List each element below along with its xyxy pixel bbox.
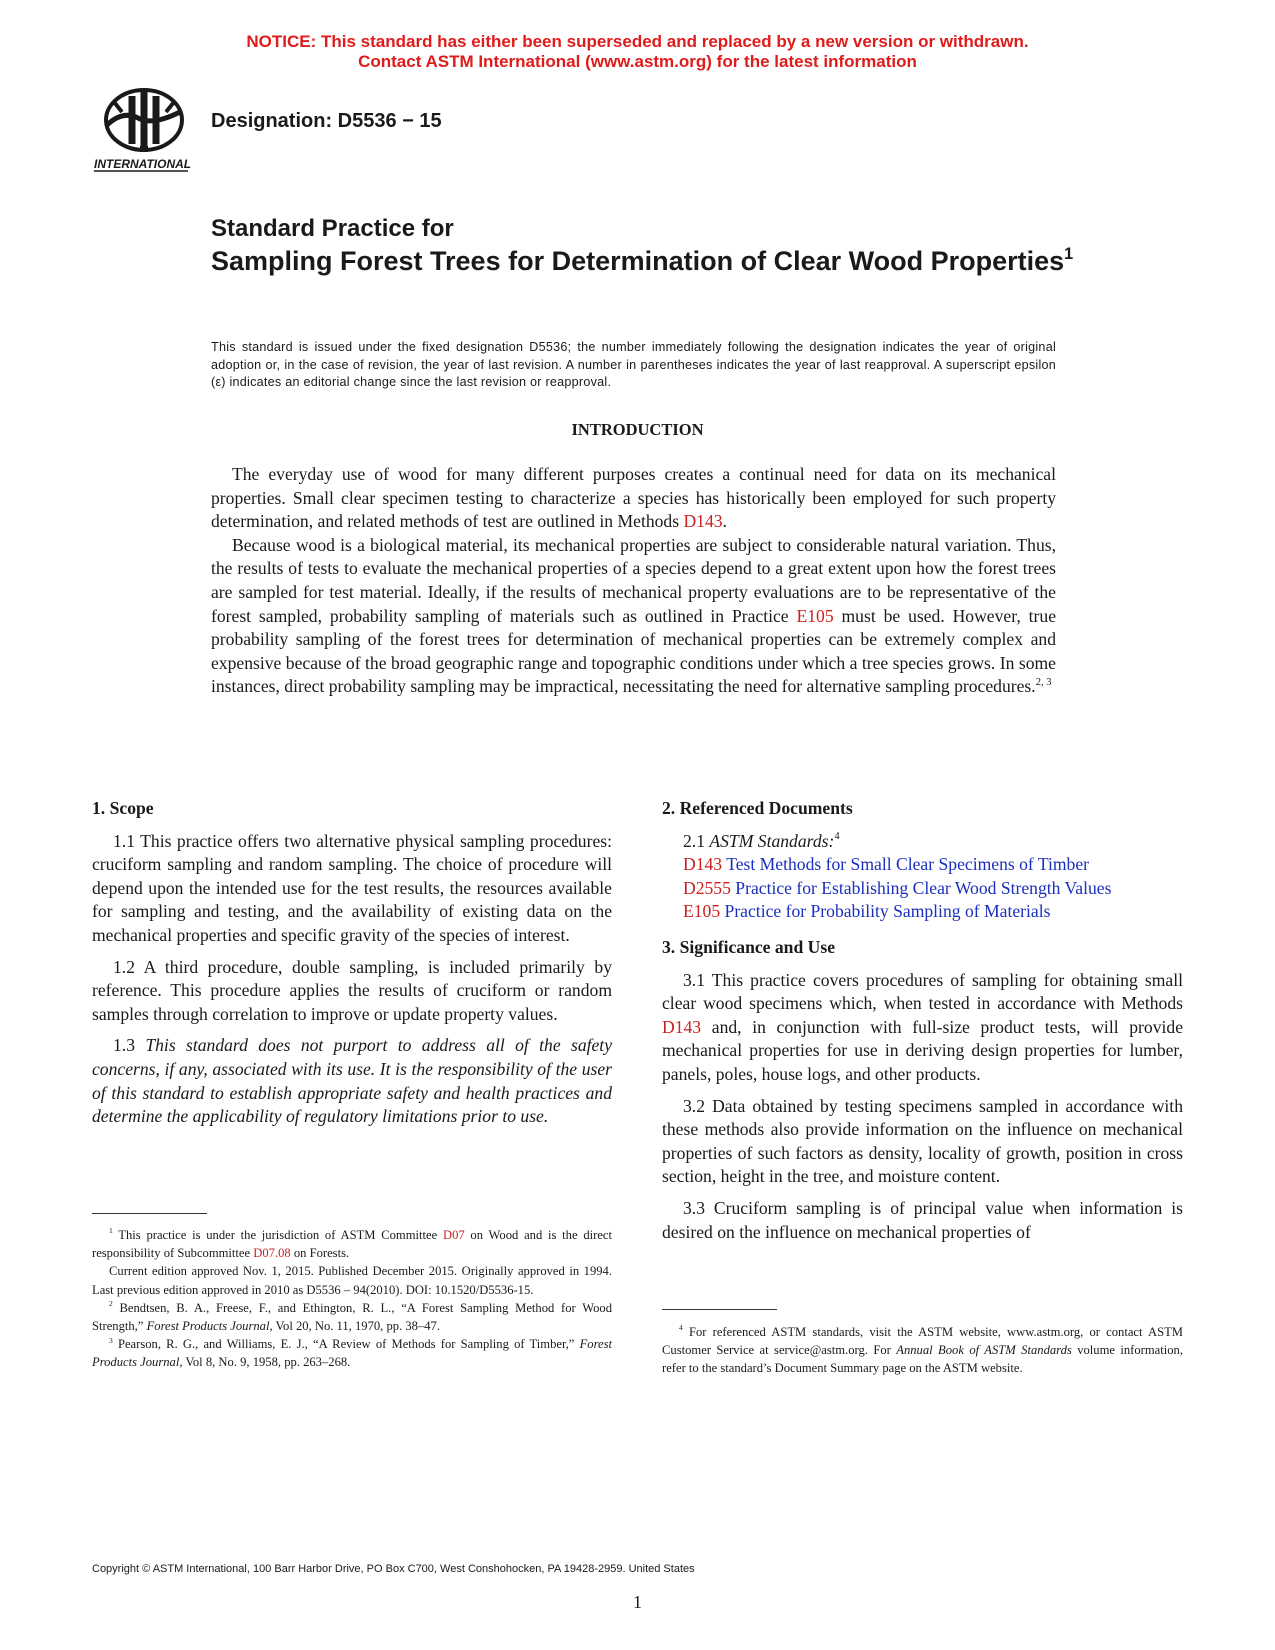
title-line-1: Standard Practice for	[211, 215, 454, 242]
fn2-journal: Forest Products Journal	[146, 1319, 270, 1334]
fn1-text-c: on Forests.	[290, 1246, 350, 1261]
ref-item-d143[interactable]	[683, 853, 1183, 877]
fn3-text-b: , Vol 8, No. 9, 1958, pp. 263–268.	[179, 1355, 351, 1370]
intro-paragraph-2	[211, 534, 1056, 699]
introduction-heading: INTRODUCTION	[571, 420, 704, 439]
referenced-documents-heading: 2. Referenced Documents	[662, 798, 853, 818]
title-footnote-mark: 1	[1064, 245, 1074, 264]
fn1-text-b: on Wood and is the direct responsibility of Subcommittee	[92, 1228, 612, 1261]
fn3-mark: 3	[109, 1335, 113, 1345]
fn4-mark: 4	[679, 1323, 683, 1333]
footnote-1-continued: Current edition approved Nov. 1, 2015. Published December 2015. Originally approved in 1994. Last previous edition approved in 2010 as D5536 – 94(2010). DOI: 10.1520/D5536-15.	[92, 1264, 612, 1297]
intro-p1-end: .	[722, 511, 727, 532]
footnote-2	[92, 1299, 612, 1335]
scope-1-2: 1.2 A third procedure, double sampling, is included primarily by reference. This procedure applies the results of cruciform or random samples through correlation to improve or update property values.	[92, 956, 612, 1024]
fn2-text-b: , Vol 20, No. 11, 1970, pp. 38–47.	[269, 1319, 440, 1334]
ref-code-d143[interactable]: D143	[683, 854, 723, 875]
intro-p2-text-a: Because wood is a biological material, its mechanical properties are subject to considerable natural variation. Thus, the results of tests to evaluate the mechanical properties of a species depend to a great extent upon how the forest trees are sampled for test material. Ideally, if the results of mechanical property evaluations are to be representative of the forest sampled, probability sampling of materials such as outlined in Practice	[211, 534, 1056, 626]
link-d143[interactable]: D143	[683, 511, 723, 532]
introduction-body	[211, 463, 1056, 699]
withdrawal-notice	[0, 32, 1275, 72]
ref-code-e105[interactable]: E105	[683, 901, 721, 922]
fn3-journal: Forest Products Journal	[92, 1337, 612, 1370]
page-number: 1	[633, 1592, 642, 1612]
standards-label: ASTM Standards:	[709, 830, 835, 851]
sig-3-1-text-a: 3.1 This practice covers procedures of sampling for obtaining small clear wood specimens which, when tested in accordance with Methods	[662, 969, 1183, 1014]
scope-1-3	[92, 1034, 612, 1128]
document-title	[211, 213, 1111, 278]
copyright-line: Copyright © ASTM International, 100 Barr Harbor Drive, PO Box C700, West Conshohocken, PA 19428-2959. United States	[92, 1563, 695, 1575]
left-column	[92, 797, 612, 1137]
ref-title-d2555[interactable]: Practice for Establishing Clear Wood Strength Values	[730, 877, 1112, 898]
footnote-divider-right	[662, 1309, 777, 1310]
footnotes-right	[662, 1323, 1183, 1378]
footnote-4	[662, 1323, 1183, 1378]
fn4-text-a: For referenced ASTM standards, visit the ASTM website, www.astm.org, or contact ASTM Customer Service at service@astm.org. For	[662, 1325, 1183, 1358]
title-line-2	[211, 245, 1111, 278]
intro-paragraph-1	[211, 463, 1056, 534]
ref-code-d2555[interactable]: D2555	[683, 877, 731, 898]
astm-logo	[92, 82, 196, 174]
footnotes-left	[92, 1226, 612, 1372]
footnote-3	[92, 1335, 612, 1371]
scope-1-1: 1.1 This practice offers two alternative physical sampling procedures: cruciform sampling and random sampling. The choice of procedure will depend upon the intended use for the test results, the resources available for sampling and testing, and the availability of existing data on the mechanical properties and specific gravity of the species of interest.	[92, 830, 612, 945]
significance-3-1	[662, 969, 1183, 1087]
title-main: Sampling Forest Trees for Determination of Clear Wood Properties	[211, 246, 1065, 276]
fn2-mark: 2	[109, 1299, 113, 1309]
intro-p1-text: The everyday use of wood for many different purposes creates a continual need for data on its mechanical properties. Small clear specimen testing to characterize a species has historically been employed for such property determination, and related methods of test are outlined in Methods	[211, 464, 1056, 532]
fn1-mark: 1	[109, 1226, 113, 1236]
standards-number: 2.1	[683, 830, 710, 851]
link-d143-significance[interactable]: D143	[662, 1016, 702, 1037]
footnote-divider-left	[92, 1213, 207, 1214]
scope-1-3-number: 1.3	[113, 1035, 146, 1056]
fn3-text-a: Pearson, R. G., and Williams, E. J., “A Review of Methods for Sampling of Timber,”	[112, 1337, 580, 1352]
right-column	[662, 797, 1183, 1252]
fn1-text-a: This practice is under the jurisdiction of ASTM Committee	[112, 1228, 443, 1242]
link-e105[interactable]: E105	[796, 605, 834, 626]
link-subcommittee-d07-08[interactable]: D07.08	[253, 1246, 291, 1261]
footnote-1	[92, 1226, 612, 1262]
significance-3-2: 3.2 Data obtained by testing specimens sampled in accordance with these methods also provide information on the influence on mechanical properties of such factors as density, locality of growth, position in cross section, height in the tree, and moisture content.	[662, 1095, 1183, 1187]
ref-item-e105[interactable]	[683, 900, 1183, 924]
significance-3-3: 3.3 Cruciform sampling is of principal value when information is desired on the influence on mechanical properties of	[662, 1197, 1183, 1242]
standards-footnote-mark: 4	[834, 831, 840, 843]
astm-standards-label	[662, 830, 1183, 854]
scope-1-3-safety-text: This standard does not purport to address all of the safety concerns, if any, associated with its use. It is the responsibility of the user of this standard to establish appropriate safety and health practices and determine the applicability of regulatory limitations prior to use.	[92, 1035, 613, 1127]
astm-logo-mark	[92, 82, 196, 174]
intro-footnote-marks: 2, 3	[1035, 676, 1052, 688]
notice-line-2: Contact ASTM International (www.astm.org) for the latest information	[358, 52, 917, 71]
designation: Designation: D5536 − 15	[211, 110, 442, 132]
sig-3-1-text-b: and, in conjunction with full-size product tests, will provide mechanical properties for use in deriving design properties for lumber, panels, poles, house logs, and other products.	[662, 1016, 1183, 1084]
intro-p2-text-b: must be used. However, true probability sampling of the forest trees for determination of mechanical properties can be extremely complex and expensive because of the broad geographic range and topographic conditions under which a tree species grows. In some instances, direct probability sampling may be impractical, necessitating the need for alternative sampling procedures.	[211, 605, 1056, 697]
significance-heading: 3. Significance and Use	[662, 936, 836, 957]
scope-heading: 1. Scope	[92, 798, 154, 818]
fn4-annual-book: Annual Book of ASTM Standards	[896, 1343, 1072, 1358]
notice-line-1: NOTICE: This standard has either been superseded and replaced by a new version or withdrawn.	[246, 32, 1029, 51]
ref-title-e105[interactable]: Practice for Probability Sampling of Materials	[720, 901, 1051, 922]
referenced-list	[662, 853, 1183, 924]
logo-wordmark: INTERNATIONAL	[94, 157, 192, 171]
link-committee-d07[interactable]: D07	[442, 1228, 465, 1242]
issuance-note: This standard is issued under the fixed designation D5536; the number immediately following the designation indicates the year of original adoption or, in the case of revision, the year of last revision. A number in parentheses indicates the year of last reapproval. A superscript epsilon (ε) indicates an editorial change since the last revision or reapproval.	[211, 340, 1056, 389]
fn4-text-b: volume information, refer to the standard’s Document Summary page on the ASTM website.	[662, 1343, 1183, 1376]
fn2-text-a: Bendtsen, B. A., Freese, F., and Ethington, R. L., “A Forest Sampling Method for Wood Strength,”	[92, 1300, 612, 1334]
ref-item-d2555[interactable]	[683, 877, 1183, 901]
ref-title-d143[interactable]: Test Methods for Small Clear Specimens of Timber	[722, 854, 1090, 875]
